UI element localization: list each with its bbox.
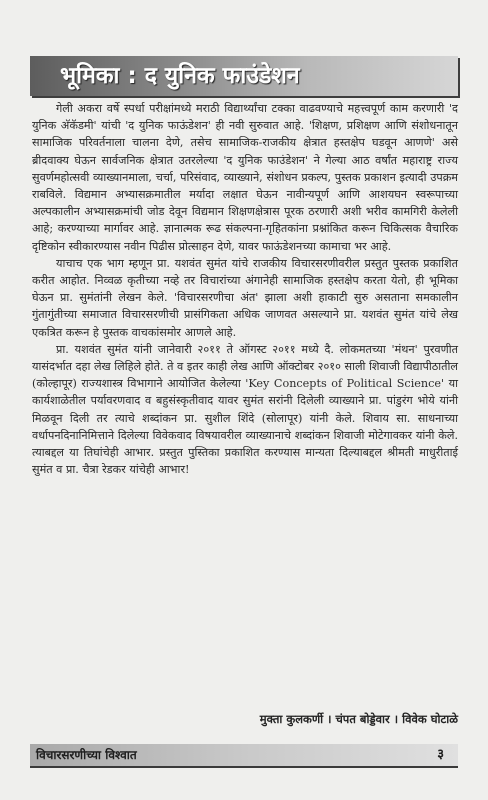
book-title-footer: विचारसरणीच्या विश्वात: [36, 748, 137, 762]
page-number: ३: [437, 747, 444, 762]
paragraph-2: याचाच एक भाग म्हणून प्रा. यशवंत सुमंत यांचे राजकीय विचारसरणीवरील प्रस्तुत पुस्तक प्रकाशित करीत आहोत. निव्वळ कृतीच्या नव्हे तर विचारांच्या अंगानेही सामाजिक हस्तक्षेप करता येतो, ही भूमिका घेऊन प्रा. सुमंतांनी लेखन केले. 'विचारसरणीचा अंत' झाला अशी हाकाटी सुरु असताना समकालीन गुंतागुंतीच्या समाजात विचारसरणीची प्रासंगिकता अधिक जाणवत असल्याने प्रा. यशवंत सुमंत यांचे लेख एकत्रित करून हे पुस्तक वाचकांसमोर आणले आहे.: [32, 256, 458, 339]
footer-bar: [30, 744, 458, 768]
paragraph-3: प्रा. यशवंत सुमंत यांनी जानेवारी २०११ ते ऑगस्ट २०११ मध्ये दै. लोकमतच्या 'मंथन' पुरवणीत यासंदर्भात दहा लेख लिहिले होते. ते व इतर काही लेख आणि ऑक्टोबर २०१० साली शिवाजी विद्यापीठातील (कोल्हापूर) राज्यशास्त्र विभागाने आयोजित केलेल्या 'Key Concepts of Political Science' या कार्यशाळेतील पर्यावरणवाद व बहुसंस्कृतीवाद यावर सुमंत सरांनी दिलेली व्याख्याने प्रा. पांडुरंग भोये यांनी मिळवून दिली तर त्याचे शब्दांकन प्रा. सुशील शिंदे (सोलापूर) यांनी केले. शिवाय सा. साधनाच्या वर्धापनदिनानिमित्ताने दिलेल्या विवेकवाद विषयावरील व्याख्यानाचे शब्दांकन शिवाजी मोटेगावकर यांनी केले. त्याबद्दल या तिघांचेही आभार. प्रस्तुत पुस्तिका प्रकाशित करण्यास मान्यता दिल्याबद्दल श्रीमती माधुरीताई सुमंत व प्रा. चैत्रा रेडकर यांचेही आभार!: [32, 342, 458, 477]
body-text: [32, 100, 458, 478]
page-title: भूमिका : द युनिक फाउंडेशन: [60, 63, 300, 89]
title-banner: [30, 56, 458, 96]
signature-line: मुक्ता कुलकर्णी । चंपत बोड्डेवार । विवेक घोटाळे: [259, 712, 458, 726]
paragraph-1: गेली अकरा वर्षे स्पर्धा परीक्षांमध्ये मराठी विद्यार्थ्यांचा टक्का वाढवण्याचे महत्त्वपूर्ण काम करणारी 'द युनिक अ‍ॅकॅडमी' यांची 'द युनिक फाऊंडेशन' ही नवी सुरुवात आहे. 'शिक्षण, प्रशिक्षण आणि संशोधनातून सामाजिक परिवर्तनाला चालना देणे, तसेच सामाजिक-राजकीय क्षेत्रात हस्तक्षेप घडवून आणणे' असे ब्रीदवाक्य घेऊन सार्वजनिक क्षेत्रात उतरलेल्या 'द युनिक फाउंडेशन' ने गेल्या आठ वर्षांत महाराष्ट्र राज्य सुवर्णमहोत्सवी व्याख्यानमाला, चर्चा, परिसंवाद, व्याख्याने, संशोधन प्रकल्प, पुस्तक प्रकाशन इत्यादी उपक्रम राबविले. विद्यमान अभ्यासक्रमातील मर्यादा लक्षात घेऊन नावीन्यपूर्ण आणि आशयघन स्वरूपाच्या अल्पकालीन अभ्यासक्रमांची जोड देवून विद्यमान शिक्षणक्षेत्रास पूरक ठरणारी अशी भरीव कामगिरी केलेली आहे; करण्याच्या मार्गावर आहे. ज्ञानात्मक रूढ संकल्पना-गृहितकांना प्रश्नांकित करून चिकित्सक वैचारिक दृष्टिकोन स्वीकारण्यास नवीन पिढीस प्रोत्साहन देणे, यावर फाऊंडेशनच्या कामाचा भर आहे.: [32, 102, 458, 253]
